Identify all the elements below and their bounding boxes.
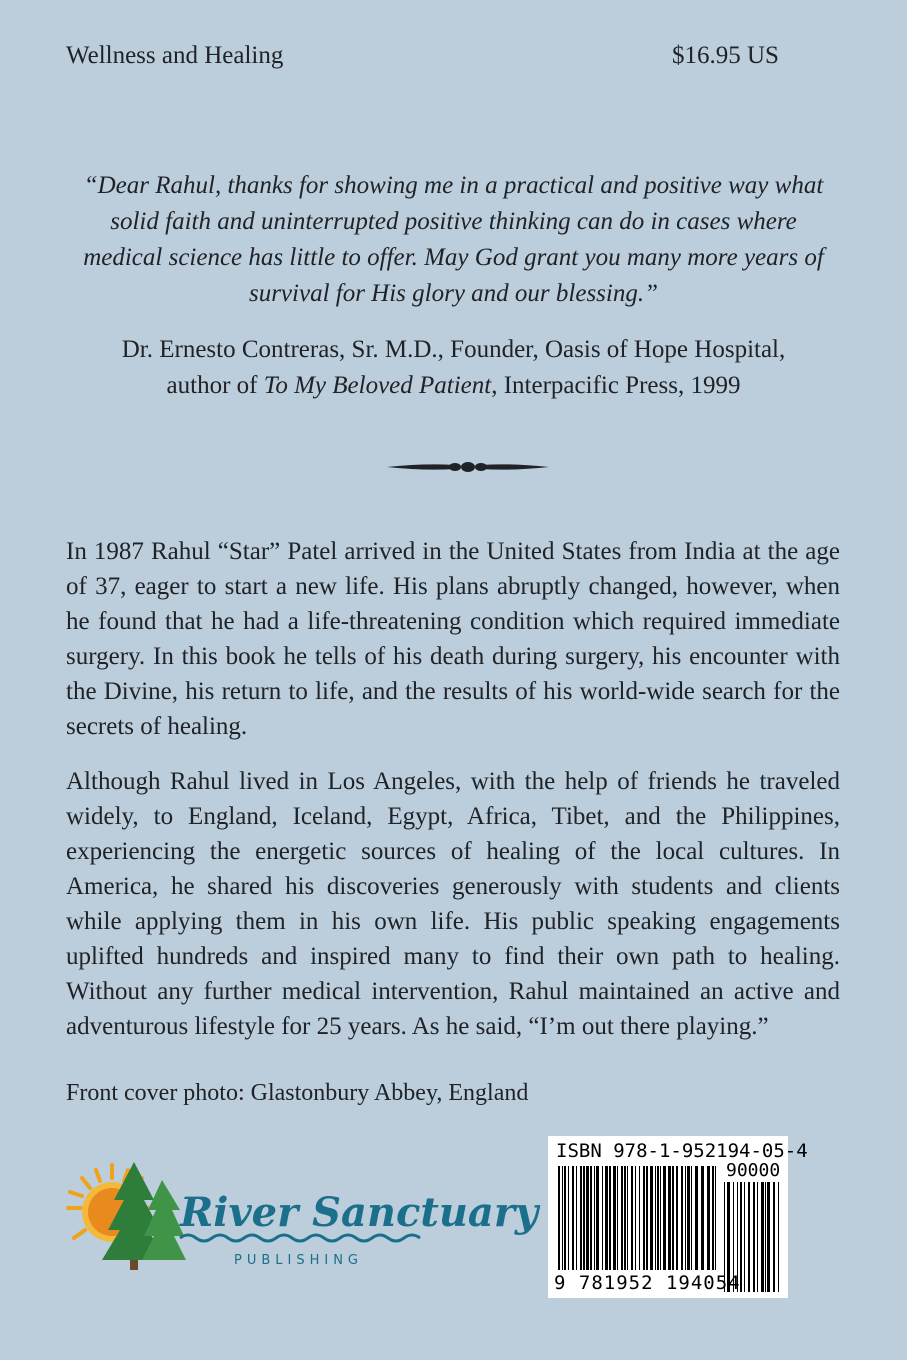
description-paragraph-2: Although Rahul lived in Los Angeles, with the help of friends he traveled widely, to England, Iceland, Egypt, Africa, Tibet, and the Philippines, experiencing the energetic sources of healing of the local cultures. In America, he shared his discoveries generously with students and clients while applying them in his own life. His public speaking engagements uplifted hundreds and inspired many to find their own path to healing. Without any further medical intervention, Rahul maintained an active and adventurous lifestyle for 25 years. As he said, “I’m out there playing.” xyxy=(66,768,840,1040)
endorsement-quote: “Dear Rahul, thanks for showing me in a practical and positive way what solid faith and uninterrupted positive thinking can do in cases where medical science has little to offer. May God grant you many more years of survival for His glory and our blessing.” xyxy=(83,172,824,307)
barcode-addon-digits: 90000 xyxy=(726,1160,781,1181)
isbn-label: ISBN 978-1-952194-05-4 xyxy=(556,1140,808,1162)
publisher-logo xyxy=(62,1160,539,1280)
attribution-suffix: , Interpacific Press, 1999 xyxy=(491,372,741,399)
ean-digits: 9 781952 194054 xyxy=(554,1272,741,1294)
attribution-line-1: Dr. Ernesto Contreras, Sr. M.D., Founder, Oasis of Hope Hospital, xyxy=(121,336,786,363)
isbn-barcode xyxy=(548,1136,808,1298)
attribution-prefix: author of xyxy=(166,372,264,399)
price-label: $16.95 US xyxy=(672,42,779,69)
attribution-line-2 xyxy=(60,368,847,404)
publisher-name: River Sanctuary xyxy=(180,1189,539,1236)
publisher-tagline: PUBLISHING xyxy=(234,1253,364,1268)
photo-credit: Front cover photo: Glastonbury Abbey, England xyxy=(66,1080,529,1106)
ornament-divider-icon xyxy=(385,456,551,478)
description-paragraph-1: In 1987 Rahul “Star” Patel arrived in the United States from India at the age of 37, eager to start a new life. His plans abruptly changed, however, when he found that he had a life-threatening condition which required immediate surgery. In this book he tells of his death during surgery, his encounter with the Divine, his return to life, and the results of his world-wide search for the secrets of healing. xyxy=(66,538,840,740)
attribution-book-title: To My Beloved Patient xyxy=(263,372,492,399)
book-description xyxy=(66,534,840,1064)
quote-attribution xyxy=(60,332,847,404)
category-label: Wellness and Healing xyxy=(66,42,284,69)
